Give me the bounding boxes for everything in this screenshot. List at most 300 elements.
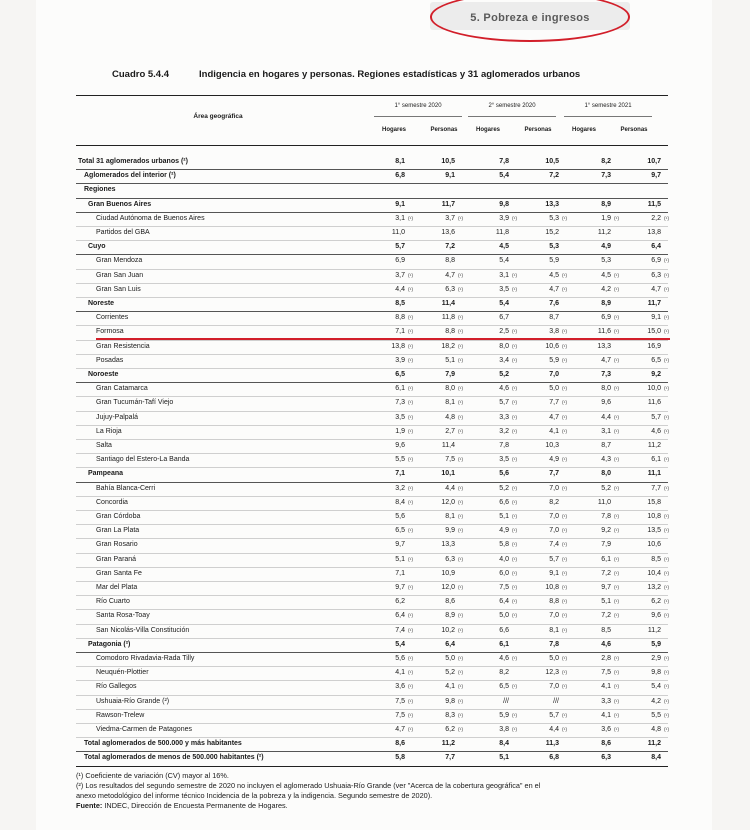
cell-value: 5,7 [651, 413, 661, 421]
cell-value: 8,9 [445, 612, 455, 620]
note-coverage-1: (²) Los resultados del segundo semestre de 2020 no incluyen el aglomerado Ushuaia-Río Grande (ver "Acerca de la cobertura geográfica" en el [76, 781, 541, 790]
cell-value: 3,1 [601, 427, 611, 435]
cell-value: 4,7 [601, 356, 611, 364]
cell-value: 9,1 [651, 314, 661, 322]
cv-marker: (¹) [512, 485, 517, 492]
cell-value: 2,8 [601, 655, 611, 662]
cell-value: 4,8 [651, 726, 661, 733]
cell-value: 6,4 [499, 598, 509, 606]
cell-value: 6,9 [651, 257, 661, 265]
cv-marker: (¹) [614, 698, 619, 705]
cell-value: 11,8 [441, 314, 455, 322]
cell-value: 5,1 [445, 356, 455, 364]
cv-marker: (¹) [458, 400, 463, 407]
cell-value: 18,2 [441, 342, 455, 350]
red-underline-annotation [96, 338, 670, 340]
cv-marker: (¹) [562, 585, 567, 591]
table-row [76, 723, 668, 737]
table-row [76, 453, 668, 467]
cell-value: 8,5 [651, 555, 661, 563]
row-label: Gran Mendoza [96, 257, 143, 265]
cell-value: 3,3 [499, 413, 509, 421]
cell-value: 3,2 [395, 484, 405, 492]
cell-value: 8,6 [395, 740, 405, 748]
row-rule [76, 766, 668, 767]
row-label: Patagonia (²) [88, 640, 131, 648]
cv-marker: (¹) [614, 428, 619, 435]
cell-value: 4,1 [601, 683, 611, 691]
cell-value: 8,0 [499, 342, 509, 350]
cv-marker: (¹) [562, 684, 567, 691]
cell-value: 8,8 [445, 328, 455, 336]
cv-marker: (¹) [408, 499, 413, 506]
cell-value: 7,0 [549, 371, 559, 378]
cv-marker: (¹) [614, 286, 619, 293]
cell-value: 6,2 [651, 598, 661, 606]
cv-marker: (¹) [614, 585, 619, 591]
cv-marker: (¹) [458, 414, 463, 421]
cv-marker: (¹) [562, 514, 567, 520]
cell-value: 7,0 [549, 683, 559, 691]
cell-value: 6,1 [395, 385, 405, 393]
cell-value: 5,6 [395, 513, 405, 520]
cell-value: 7,5 [445, 456, 455, 464]
cv-marker: (¹) [664, 514, 669, 520]
cv-marker: (¹) [458, 499, 463, 506]
header-bottom-rule [76, 145, 668, 146]
cell-value: /// [553, 697, 559, 705]
cell-value: 4,9 [601, 243, 611, 251]
cv-marker: (¹) [512, 599, 517, 606]
cell-value: 11,4 [441, 300, 455, 307]
row-label: Gran Rosario [96, 541, 138, 549]
cell-value: 6,5 [395, 527, 405, 535]
cv-marker: (¹) [512, 400, 517, 407]
cv-marker: (¹) [512, 428, 517, 435]
cell-value: 9,6 [395, 442, 405, 449]
cv-marker: (¹) [512, 343, 517, 350]
cell-value: 4,6 [499, 385, 509, 393]
note-coverage-2: anexo metodológico del informe técnico Incidencia de la pobreza y la indigencia. Segundo semestre de 2020). [76, 791, 433, 800]
table-row [76, 354, 668, 368]
cv-marker: (¹) [458, 386, 463, 393]
area-header: Área geográfica [193, 113, 243, 120]
cell-value: 7,1 [395, 569, 405, 577]
row-label: Santa Rosa-Toay [96, 612, 150, 620]
cell-value: 4,0 [499, 555, 509, 563]
cell-value: 6,3 [601, 754, 611, 762]
cell-value: 6,6 [499, 498, 509, 506]
cell-value: 7,0 [549, 612, 559, 620]
cell-value: 6,1 [651, 456, 661, 464]
cell-value: 5,5 [395, 456, 405, 464]
cell-value: 5,0 [549, 655, 559, 662]
cv-marker: (¹) [614, 357, 619, 364]
row-label: Total aglomerados de menos de 500.000 habitantes (²) [84, 754, 264, 762]
cell-value: 7,8 [499, 442, 509, 449]
cell-value: 7,8 [549, 640, 559, 648]
cv-marker: (¹) [512, 585, 517, 591]
cell-value: 12,0 [441, 498, 455, 506]
cell-value: 8,9 [601, 300, 611, 307]
cell-value: 8,1 [549, 626, 559, 634]
cell-value: 10,8 [545, 584, 559, 591]
cv-marker: (¹) [664, 329, 669, 336]
cell-value: 7,0 [549, 484, 559, 492]
cell-value: 8,0 [601, 385, 611, 393]
cv-marker: (¹) [458, 329, 463, 336]
cell-value: 7,2 [601, 612, 611, 620]
table-row [76, 368, 668, 382]
cell-value: 8,7 [601, 442, 611, 449]
cell-value: 11,2 [597, 229, 611, 236]
cv-marker: (¹) [408, 414, 413, 421]
cv-marker: (¹) [664, 457, 669, 464]
table-row [76, 666, 668, 680]
cv-marker: (¹) [614, 599, 619, 606]
period-header: 2° semestre 2020 [488, 103, 536, 109]
cell-value: 4,4 [395, 285, 405, 293]
cv-marker: (¹) [512, 357, 517, 364]
cell-value: 7,5 [395, 697, 405, 705]
cv-marker: (¹) [664, 585, 669, 591]
cv-marker: (¹) [664, 215, 669, 222]
cv-marker: (¹) [664, 684, 669, 691]
cell-value: 8,4 [395, 498, 405, 506]
table-row [76, 609, 668, 623]
cell-value: 4,2 [601, 285, 611, 293]
cv-marker: (¹) [562, 627, 567, 634]
cell-value: 6,5 [395, 371, 405, 378]
cv-marker: (¹) [512, 499, 517, 506]
table-row [76, 382, 668, 396]
cv-marker: (¹) [562, 428, 567, 435]
table-row [76, 680, 668, 694]
cv-marker: (¹) [664, 315, 669, 322]
table-row [76, 638, 668, 652]
period-rule [468, 116, 556, 117]
cell-value: 3,4 [499, 356, 509, 364]
cv-marker: (¹) [614, 272, 619, 279]
cell-value: 8,0 [445, 385, 455, 393]
cv-marker: (¹) [562, 570, 567, 577]
cell-value: 7,8 [601, 513, 611, 520]
cell-value: 10,6 [647, 541, 661, 549]
cell-value: 5,2 [601, 484, 611, 492]
cell-value: 4,4 [601, 413, 611, 421]
cell-value: 13,8 [647, 229, 661, 236]
cell-value: 6,3 [445, 555, 455, 563]
cell-value: 5,6 [395, 655, 405, 662]
cell-value: 6,3 [445, 285, 455, 293]
row-label: Neuquén-Plottier [96, 669, 149, 677]
cv-marker: (¹) [512, 286, 517, 293]
cell-value: 9,9 [445, 527, 455, 535]
cv-marker: (¹) [458, 428, 463, 435]
cell-value: 5,4 [651, 683, 661, 691]
cv-marker: (¹) [512, 570, 517, 577]
cell-value: 3,5 [499, 456, 509, 464]
cv-marker: (¹) [408, 556, 413, 563]
personas-header: Personas [620, 127, 648, 133]
table-row [76, 737, 668, 751]
cv-marker: (¹) [664, 386, 669, 393]
cv-marker: (¹) [562, 414, 567, 421]
cell-value: 5,7 [549, 555, 559, 563]
cell-value: 6,7 [499, 314, 509, 322]
row-label: Noreste [88, 300, 115, 307]
cell-value: 6,1 [499, 640, 509, 648]
cell-value: 9,1 [395, 200, 405, 208]
row-label: Rawson-Trelew [96, 711, 145, 719]
cell-value: 9,8 [651, 669, 661, 677]
cell-value: 3,2 [499, 427, 509, 435]
row-label: Gran Resistencia [96, 342, 150, 350]
table-row [76, 297, 668, 311]
cv-marker: (¹) [614, 684, 619, 691]
cell-value: 3,1 [395, 214, 405, 222]
cv-marker: (¹) [562, 286, 567, 293]
cv-marker: (¹) [562, 357, 567, 364]
row-label: Bahía Blanca-Cerri [96, 484, 156, 492]
cell-value: 8,8 [395, 314, 405, 322]
period-rule [374, 116, 462, 117]
cell-value: 12,3 [545, 669, 559, 677]
cell-value: 6,0 [499, 569, 509, 577]
cv-marker: (¹) [408, 585, 413, 591]
cv-marker: (¹) [562, 599, 567, 606]
row-label: Partidos del GBA [96, 229, 150, 236]
cell-value: 13,8 [391, 342, 405, 350]
cell-value: 8,1 [445, 513, 455, 520]
cv-marker: (¹) [512, 329, 517, 336]
cv-marker: (¹) [614, 570, 619, 577]
cv-marker: (¹) [408, 684, 413, 691]
cell-value: 7,7 [549, 470, 559, 478]
cell-value: 5,5 [651, 711, 661, 719]
cell-value: 8,2 [499, 669, 509, 677]
cv-marker: (¹) [562, 656, 567, 662]
cv-marker: (¹) [614, 670, 619, 677]
row-label: Gran Córdoba [96, 513, 141, 520]
cell-value: 8,6 [445, 598, 455, 606]
cv-marker: (¹) [458, 343, 463, 350]
cell-value: 8,5 [395, 300, 405, 307]
cv-marker: (¹) [664, 656, 669, 662]
table-row [76, 553, 668, 567]
cell-value: 3,5 [499, 285, 509, 293]
row-label: Formosa [96, 328, 124, 336]
cell-value: 9,7 [395, 584, 405, 591]
cell-value: 3,6 [395, 683, 405, 691]
cell-value: 13,3 [597, 342, 611, 350]
cell-value: 7,2 [549, 172, 559, 180]
cell-value: 7,8 [499, 158, 509, 165]
cell-value: 7,7 [445, 754, 455, 762]
cell-value: 4,4 [445, 484, 455, 492]
row-label: Río Gallegos [96, 683, 137, 691]
cv-marker: (¹) [614, 457, 619, 464]
cv-marker: (¹) [458, 286, 463, 293]
cell-value: 9,7 [601, 584, 611, 591]
cv-marker: (¹) [458, 627, 463, 634]
cell-value: 5,4 [499, 172, 509, 180]
cell-value: 12,0 [441, 584, 455, 591]
cv-marker: (¹) [408, 428, 413, 435]
cell-value: 7,4 [549, 541, 559, 549]
cell-value: 5,3 [549, 214, 559, 222]
cell-value: 7,9 [601, 541, 611, 549]
cv-marker: (¹) [458, 357, 463, 364]
cell-value: 10,6 [545, 342, 559, 350]
cv-marker: (¹) [614, 215, 619, 222]
cv-marker: (¹) [614, 315, 619, 322]
personas-header: Personas [430, 127, 458, 133]
row-label: Santiago del Estero-La Banda [96, 456, 190, 464]
cell-value: 7,0 [549, 527, 559, 535]
cell-value: 3,7 [395, 271, 405, 279]
cell-value: 9,8 [499, 200, 509, 208]
table-row [76, 269, 668, 283]
cell-value: 8,2 [549, 498, 559, 506]
cell-value: 8,1 [445, 399, 455, 407]
cell-value: 4,6 [601, 640, 611, 648]
cv-marker: (¹) [512, 727, 517, 733]
cv-marker: (¹) [512, 457, 517, 464]
cell-value: 10,9 [441, 569, 455, 577]
cell-value: 5,1 [601, 598, 611, 606]
cell-value: 4,7 [395, 726, 405, 733]
cv-marker: (¹) [664, 272, 669, 279]
cell-value: 7,4 [395, 626, 405, 634]
row-label: Cuyo [88, 243, 106, 251]
cell-value: 15,8 [647, 498, 661, 506]
cv-marker: (¹) [562, 528, 567, 535]
cell-value: 1,9 [601, 214, 611, 222]
cv-marker: (¹) [512, 613, 517, 620]
cv-marker: (¹) [664, 670, 669, 677]
table-row [76, 155, 668, 169]
cell-value: 8,3 [445, 711, 455, 719]
cell-value: 8,9 [601, 200, 611, 208]
cell-value: 5,0 [445, 655, 455, 662]
table-row [76, 510, 668, 524]
cell-value: 13,3 [545, 200, 559, 208]
cell-value: 6,5 [651, 356, 661, 364]
cell-value: 4,2 [651, 697, 661, 705]
cell-value: 4,1 [395, 669, 405, 677]
cv-marker: (¹) [458, 215, 463, 222]
cell-value: 6,6 [499, 626, 509, 634]
cell-value: 9,2 [601, 527, 611, 535]
period-header: 1° semestre 2021 [584, 103, 632, 109]
cell-value: 5,1 [499, 513, 509, 520]
cell-value: 10,1 [441, 470, 455, 478]
cv-marker: (¹) [408, 485, 413, 492]
cell-value: 4,1 [445, 683, 455, 691]
cv-marker: (¹) [562, 727, 567, 733]
cell-value: 4,5 [601, 271, 611, 279]
cv-marker: (¹) [664, 556, 669, 563]
row-label: Gran Tucumán-Tafí Viejo [96, 399, 174, 407]
cv-marker: (¹) [408, 343, 413, 350]
cell-value: 7,6 [549, 300, 559, 307]
cv-marker: (¹) [408, 329, 413, 336]
cell-value: 11,0 [391, 229, 405, 236]
cell-value: 3,9 [499, 214, 509, 222]
table-row [76, 226, 668, 240]
cv-marker: (¹) [512, 272, 517, 279]
cv-marker: (¹) [562, 400, 567, 407]
table-title: Indigencia en hogares y personas. Regiones estadísticas y 31 aglomerados urbanos [199, 69, 581, 80]
row-label: Aglomerados del interior (²) [84, 172, 176, 180]
cell-value: 5,7 [549, 711, 559, 719]
cell-value: 7,1 [395, 470, 405, 478]
row-label: Concordia [96, 498, 128, 506]
cv-marker: (¹) [664, 428, 669, 435]
table-row [76, 751, 668, 765]
cell-value: 4,7 [549, 413, 559, 421]
cell-value: 5,2 [445, 669, 455, 677]
cell-value: 6,5 [499, 683, 509, 691]
cell-value: 2,5 [499, 328, 509, 336]
cv-marker: (¹) [458, 656, 463, 662]
cv-marker: (¹) [664, 599, 669, 606]
table-row [76, 524, 668, 538]
cell-value: 4,9 [549, 456, 559, 464]
cv-marker: (¹) [408, 712, 413, 719]
cell-value: 8,5 [601, 626, 611, 634]
cell-value: 3,3 [601, 697, 611, 705]
table-row [76, 624, 668, 638]
cv-marker: (¹) [614, 414, 619, 421]
cv-marker: (¹) [562, 485, 567, 492]
cell-value: 6,4 [395, 612, 405, 620]
cell-value: 7,3 [601, 371, 611, 378]
cell-value: 5,7 [499, 399, 509, 407]
cell-value: 8,4 [651, 754, 661, 762]
cell-value: 4,7 [445, 271, 455, 279]
section-title: 5. Pobreza e ingresos [470, 12, 590, 24]
cell-value: 11,8 [495, 229, 509, 236]
cell-value: 3,7 [445, 214, 455, 222]
table-row [76, 212, 668, 226]
cv-marker: (¹) [458, 457, 463, 464]
table-row [76, 467, 668, 481]
source-text: INDEC, Dirección de Encuesta Permanente de Hogares. [104, 801, 288, 810]
cell-value: 3,1 [499, 271, 509, 279]
cell-value: 10,7 [647, 158, 661, 165]
hogares-header: Hogares [571, 127, 596, 133]
hogares-header: Hogares [475, 127, 500, 133]
cell-value: 11,3 [545, 740, 559, 748]
cell-value: 2,9 [651, 655, 661, 662]
cell-value: 5,2 [499, 484, 509, 492]
cell-value: 4,4 [549, 726, 559, 733]
row-label: Gran Santa Fe [96, 569, 142, 577]
cv-marker: (¹) [512, 528, 517, 535]
cell-value: 4,7 [651, 285, 661, 293]
cell-value: 5,9 [499, 711, 509, 719]
cv-marker: (¹) [664, 712, 669, 719]
cell-value: 7,7 [549, 399, 559, 407]
row-label: Ciudad Autónoma de Buenos Aires [96, 214, 205, 222]
cv-marker: (¹) [512, 684, 517, 691]
cell-value: 13,5 [647, 527, 661, 535]
cv-marker: (¹) [664, 357, 669, 364]
cell-value: 8,2 [601, 158, 611, 165]
cv-marker: (¹) [562, 343, 567, 350]
